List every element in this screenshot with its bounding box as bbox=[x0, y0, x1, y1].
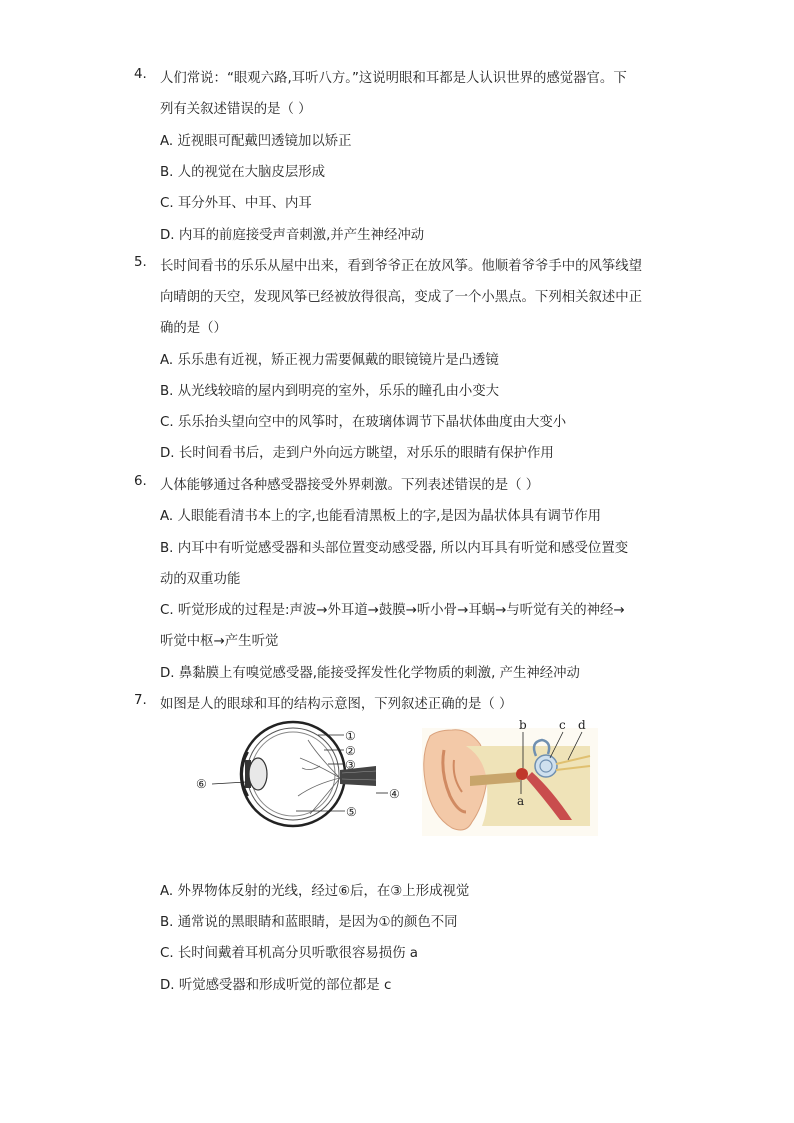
question-4-option-a: A. 近视眼可配戴凹透镜加以矫正 bbox=[160, 134, 352, 149]
eye-label-1: ① bbox=[345, 729, 356, 743]
question-4-option-b: B. 人的视觉在大脑皮层形成 bbox=[160, 165, 325, 180]
question-5-stem-line-2: 向晴朗的天空，发现风筝已经被放得很高，变成了一个小黑点。下列相关叙述中正 bbox=[160, 290, 643, 305]
ear-label-b: b bbox=[519, 718, 527, 732]
question-6-option-c-cont: 听觉中枢→产生听觉 bbox=[160, 634, 279, 649]
eye-label-4: ④ bbox=[389, 787, 400, 801]
ear-label-c: c bbox=[559, 718, 566, 732]
ear-label-a: a bbox=[517, 794, 525, 808]
question-4-stem-line-1: 人们常说：“眼观六路,耳听八方。”这说明眼和耳都是人认识世界的感觉器官。下 bbox=[160, 71, 627, 86]
question-7-option-c: C. 长时间戴着耳机高分贝听歌很容易损伤 a bbox=[160, 946, 418, 961]
question-5-number: 5. bbox=[134, 255, 147, 270]
question-4-number: 4. bbox=[134, 67, 147, 82]
question-6-option-d: D. 鼻黏膜上有嗅觉感受器,能接受挥发性化学物质的刺激, 产生神经冲动 bbox=[160, 666, 580, 681]
eye-ear-figure bbox=[190, 716, 610, 840]
question-5-option-d: D. 长时间看书后，走到户外向远方眺望，对乐乐的眼睛有保护作用 bbox=[160, 446, 554, 461]
question-7-number: 7. bbox=[134, 693, 147, 708]
eye-label-3: ③ bbox=[345, 758, 356, 772]
question-6-option-b-cont: 动的双重功能 bbox=[160, 572, 241, 587]
eye-label-2: ② bbox=[345, 744, 356, 758]
question-6-option-c: C. 听觉形成的过程是:声波→外耳道→鼓膜→听小骨→耳蜗→与听觉有关的神经→ bbox=[160, 603, 625, 618]
question-7-option-d: D. 听觉感受器和形成听觉的部位都是 c bbox=[160, 978, 392, 993]
question-4-stem-line-2: 列有关叙述错误的是（ ） bbox=[160, 102, 312, 117]
question-5-stem-line-1: 长时间看书的乐乐从屋中出来，看到爷爷正在放风筝。他顺着爷爷手中的风筝线望 bbox=[160, 259, 643, 274]
question-6-option-a: A. 人眼能看清书本上的字,也能看清黑板上的字,是因为晶状体具有调节作用 bbox=[160, 509, 602, 524]
question-4-option-c: C. 耳分外耳、中耳、内耳 bbox=[160, 196, 312, 211]
ear-diagram bbox=[422, 728, 598, 836]
question-6-number: 6. bbox=[134, 474, 147, 489]
question-5-stem-line-3: 确的是（） bbox=[160, 321, 227, 336]
question-6-option-b: B. 内耳中有听觉感受器和头部位置变动感受器, 所以内耳具有听觉和感受位置变 bbox=[160, 541, 629, 556]
question-7-option-b: B. 通常说的黑眼睛和蓝眼睛，是因为①的颜色不同 bbox=[160, 915, 458, 930]
eye-label-5: ⑤ bbox=[346, 805, 357, 819]
ear-label-d: d bbox=[578, 718, 586, 732]
question-7-option-a: A. 外界物体反射的光线，经过⑥后，在③上形成视觉 bbox=[160, 884, 470, 899]
question-5-option-c: C. 乐乐抬头望向空中的风筝时，在玻璃体调节下晶状体曲度由大变小 bbox=[160, 415, 567, 430]
eye-label-6: ⑥ bbox=[196, 777, 207, 791]
question-4-option-d: D. 内耳的前庭接受声音刺激,并产生神经冲动 bbox=[160, 228, 425, 243]
question-6-stem-line-1: 人体能够通过各种感受器接受外界刺激。下列表述错误的是（ ） bbox=[160, 478, 540, 493]
question-7-stem-line-1: 如图是人的眼球和耳的结构示意图，下列叙述正确的是（ ） bbox=[160, 697, 513, 712]
question-5-option-b: B. 从光线较暗的屋内到明亮的室外，乐乐的瞳孔由小变大 bbox=[160, 384, 500, 399]
eye-ear-diagram bbox=[190, 716, 610, 840]
question-5-option-a: A. 乐乐患有近视，矫正视力需要佩戴的眼镜镜片是凸透镜 bbox=[160, 353, 499, 368]
